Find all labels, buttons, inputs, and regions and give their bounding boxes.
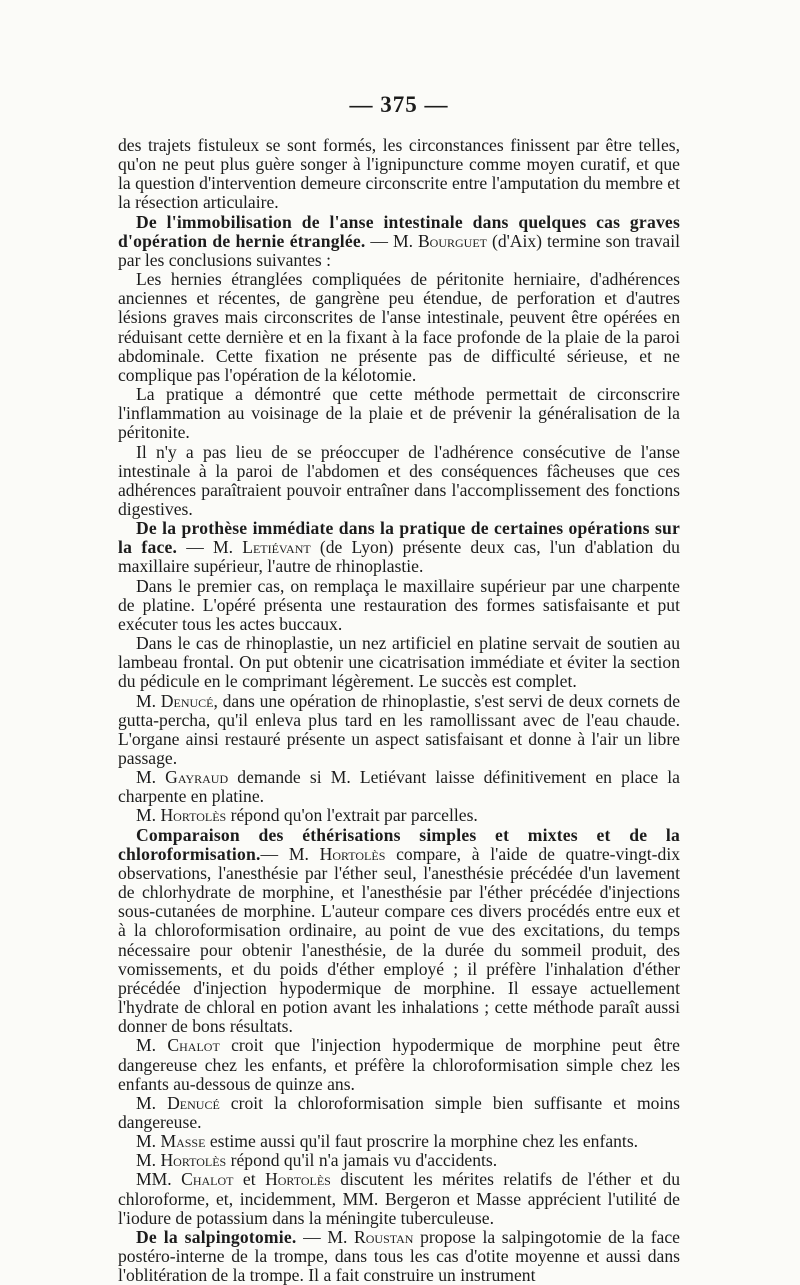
- paragraph-text: compare, à l'aide de quatre-vingt-dix observations, l'anesthésie par l'éther seul, l'anesthésie précédée d'un lavement de chlorhydrate de morphine, et l'anesthésie par l'éther précédée d'injections sous-cutanées de morphine. L'auteur compare ces divers procédés entre eux et à la chloroformisation ordinaire, au point de vue des excitations, du temps nécessaire pour obtenir l'anesthésie, de la durée du sommeil produit, des vomissements, et du poids d'éther employé ; il préfère l'inhalation d'éther précédée d'injection hypodermique de morphine. Il essaye actuellement l'hydrate de chloral en potion avant les inhalations ; cette méthode paraît aussi donner de bons résultats.: [118, 843, 680, 1037]
- author-name: Hortolès: [319, 843, 386, 864]
- paragraph-text: estime aussi qu'il faut proscrire la morphine chez les enfants.: [205, 1131, 639, 1152]
- paragraph-text: discutent les mérites relatifs de l'éther et du chloroforme, et, incidemment, MM. Bergeron et Masse apprécient l'utilité de l'iodure de potassium dans la méningite tuberculeuse.: [118, 1169, 681, 1228]
- speaker-name: Denucé: [167, 1092, 220, 1113]
- paragraph-3: [118, 270, 680, 385]
- paragraph-text: répond qu'on l'extrait par parcelles.: [226, 805, 478, 826]
- paragraph-text: propose la salpingotomie de la face postéro-interne de la trompe, dans tous les cas d'otite moyenne et aussi dans l'oblitération de la trompe. Il a fait construire un instrument: [118, 1226, 680, 1285]
- prefix: MM.: [136, 1169, 182, 1190]
- section-heading: Comparaison des éthérisations simples et mixtes et de la chloroformisation.: [118, 824, 680, 864]
- paragraph-17: [118, 1170, 680, 1227]
- paragraph-text: Il n'y a pas lieu de se préoccuper de l'adhérence consécutive de l'anse intestinale à la paroi de l'abdomen et des conséquences fâcheuses que ces adhérences paraîtraient pouvoir entraîner dans l'accomplissement des fonctions digestives.: [118, 441, 680, 519]
- paragraph-text: Les hernies étranglées compliquées de péritonite herniaire, d'adhérences anciennes et récentes, de gangrène peu étendue, de perforation et d'autres lésions graves mais circonscrites de l'anse intestinale, peuvent être opérées en réduisant cette dernière et en la fixant à la face profonde de la plaie de la paroi abdominale. Cette fixation ne présente pas de difficulté sérieuse, et ne complique pas l'opération de la kélotomie.: [118, 269, 680, 385]
- page-number: — 375 —: [349, 92, 449, 117]
- section-salpingotomie: [118, 1228, 680, 1285]
- author-name: Letiévant: [242, 537, 311, 558]
- paragraph-1: [118, 136, 680, 213]
- author-name: Bourguet: [417, 230, 488, 251]
- paragraph-text: (d'Aix) termine son travail par les conclusions suivantes :: [118, 230, 680, 270]
- speaker-name: Hortolès: [265, 1169, 331, 1190]
- separator: — M.: [296, 1226, 355, 1247]
- paragraph-5: [118, 443, 680, 520]
- prefix: M.: [136, 805, 161, 826]
- section-prothese: [118, 519, 680, 576]
- paragraph-13: [118, 1036, 680, 1093]
- paragraph-text: demande si M. Letiévant laisse définitivement en place la charpente en platine.: [118, 767, 680, 807]
- section-heading: De la salpingotomie.: [136, 1226, 297, 1247]
- paragraph-9: [118, 692, 680, 769]
- prefix: M.: [136, 1150, 161, 1171]
- speaker-name: Gayraud: [165, 767, 229, 788]
- paragraph-15: [118, 1132, 680, 1151]
- paragraph-text: , dans une opération de rhinoplastie, s'est servi de deux cornets de gutta-percha, qu'il enleva plus tard en les ramollissant avec de l'eau chaude. L'organe ainsi restauré présente un aspect satisfaisant et donne à l'air un libre passage.: [118, 690, 680, 768]
- separator: — M.: [365, 230, 418, 251]
- speaker-name: Denucé: [160, 690, 214, 711]
- paragraph-14: [118, 1094, 680, 1132]
- paragraph-text: des trajets fistuleux se sont formés, les circonstances finissent par être telles, qu'on ne peut plus guère songer à l'ignipuncture comme moyen curatif, et que la question d'intervention demeure circonscrite entre l'amputation du membre et la résection articulaire.: [118, 135, 680, 213]
- speaker-name: Masse: [160, 1131, 206, 1152]
- separator: — M.: [177, 537, 243, 558]
- conjunction: et: [233, 1169, 266, 1190]
- separator: — M.: [260, 843, 320, 864]
- section-immobilisation: [118, 213, 680, 270]
- paragraph-text: croit la chloroformisation simple bien suffisante et moins dangereuse.: [118, 1092, 680, 1132]
- paragraph-4: [118, 385, 680, 442]
- paragraph-text: répond qu'il n'a jamais vu d'accidents.: [226, 1150, 498, 1171]
- paragraph-text: (de Lyon) présente deux cas, l'un d'ablation du maxillaire supérieur, l'autre de rhinoplastie.: [118, 537, 680, 577]
- paragraph-text: Dans le premier cas, on remplaça le maxillaire supérieur par une charpente de platine. L'opéré présenta une restauration des formes satisfaisante et put exécuter tous les actes buccaux.: [118, 575, 680, 634]
- speaker-name: Hortolès: [160, 805, 227, 826]
- speaker-name: Hortolès: [160, 1150, 227, 1171]
- paragraph-text: croit que l'injection hypodermique de morphine peut être dangereuse chez les enfants, et préfère la chloroformisation simple chez les enfants au-dessous de quinze ans.: [118, 1035, 680, 1094]
- paragraph-16: [118, 1151, 680, 1170]
- paragraph-10: [118, 768, 680, 806]
- prefix: M.: [136, 767, 166, 788]
- prefix: M.: [136, 690, 161, 711]
- prefix: M.: [136, 1131, 161, 1152]
- speaker-name: Chalot: [167, 1035, 220, 1056]
- prefix: M.: [136, 1035, 168, 1056]
- section-heading: De la prothèse immédiate dans la pratique de certaines opérations sur la face.: [118, 518, 680, 558]
- section-comparaison: [118, 826, 680, 1037]
- prefix: M.: [136, 1092, 168, 1113]
- author-name: Roustan: [354, 1226, 414, 1247]
- paragraph-8: [118, 634, 680, 691]
- paragraph-11: [118, 806, 680, 825]
- paragraph-text: La pratique a démontré que cette méthode permettait de circonscrire l'inflammation au voisinage de la plaie et de prévenir la généralisation de la péritonite.: [118, 384, 680, 443]
- section-heading: De l'immobilisation de l'anse intestinale dans quelques cas graves d'opération de hernie étranglée.: [118, 211, 680, 251]
- paragraph-text: Dans le cas de rhinoplastie, un nez artificiel en platine servait de soutien au lambeau frontal. On put obtenir une cicatrisation immédiate et éviter la section du pédicule en le comprimant légèrement. Le succès est complet.: [118, 633, 680, 692]
- speaker-name: Chalot: [181, 1169, 234, 1190]
- paragraph-7: [118, 577, 680, 634]
